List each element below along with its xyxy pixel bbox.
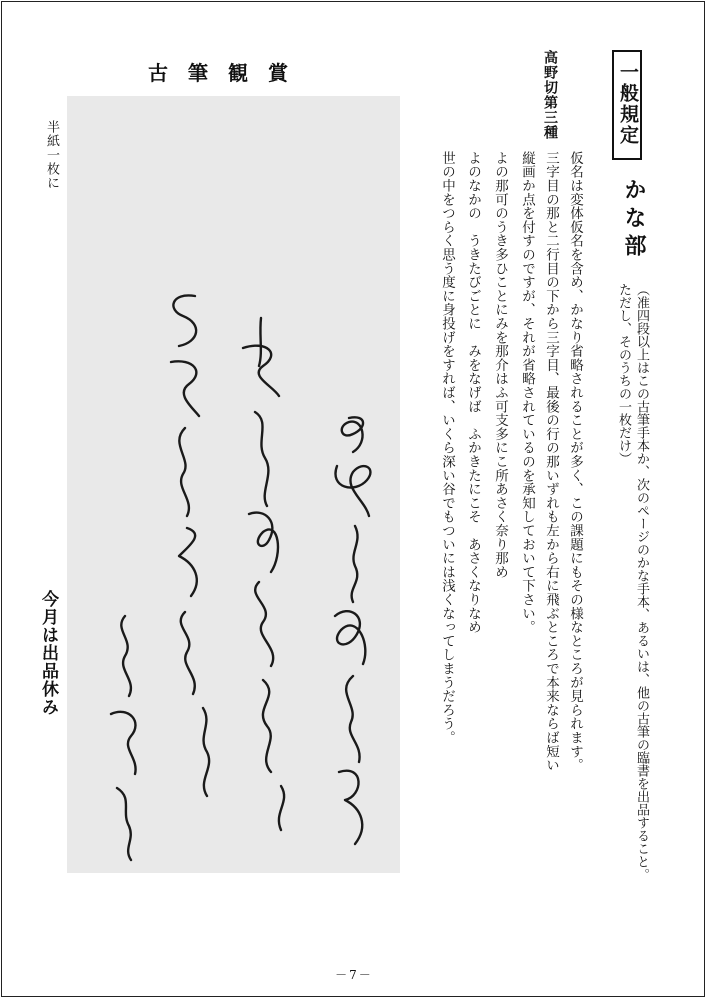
paper-size-note: 半紙一枚に xyxy=(44,120,59,190)
closed-notice: 今月は出品休み xyxy=(38,590,58,716)
panel-heading: 古筆観賞 xyxy=(148,61,308,85)
body-line: よのなかの うきたびごとに みをなげば ふかきたにこそ あさくなりなめ xyxy=(465,151,481,634)
body-line: 仮名は変体仮名を含め、かなり省略されることが多く、この課題にもその様なところが見られます。 xyxy=(567,151,583,772)
subsection-title: かな部 xyxy=(621,178,646,262)
body-line: 縦画か点を付すのですが、それが省略されているのを承知しておいて下さい。 xyxy=(519,151,535,634)
body-line: よの那可のうき多ひことにみを那介はふ可支多にこ所あさく奈り那め xyxy=(492,151,508,579)
body-line: 世の中をつらく思う度に身投げをすれば、いくら深い谷でもついには浅くなってしまうだろう。 xyxy=(439,151,455,745)
calligraphy-strokes xyxy=(67,96,400,873)
entry-note-continued: ただし、そのうちの一枚だけ） xyxy=(616,283,631,465)
body-line: 三字目の那と二行目の下から三字目、最後の行の那いずれも左から右に飛ぶところで本来ならば短い xyxy=(543,151,559,772)
section-title: 一般規定 xyxy=(617,62,639,146)
calligraphy-specimen-image xyxy=(67,96,400,873)
entry-note: （准四段以上はこの古筆手本か、次のページのかな手本、あるいは、他の古筆の臨書を出品すること。 xyxy=(634,283,649,881)
document-subtitle: 高野切第三種 xyxy=(542,50,558,140)
page-number: －7－ xyxy=(335,968,373,982)
